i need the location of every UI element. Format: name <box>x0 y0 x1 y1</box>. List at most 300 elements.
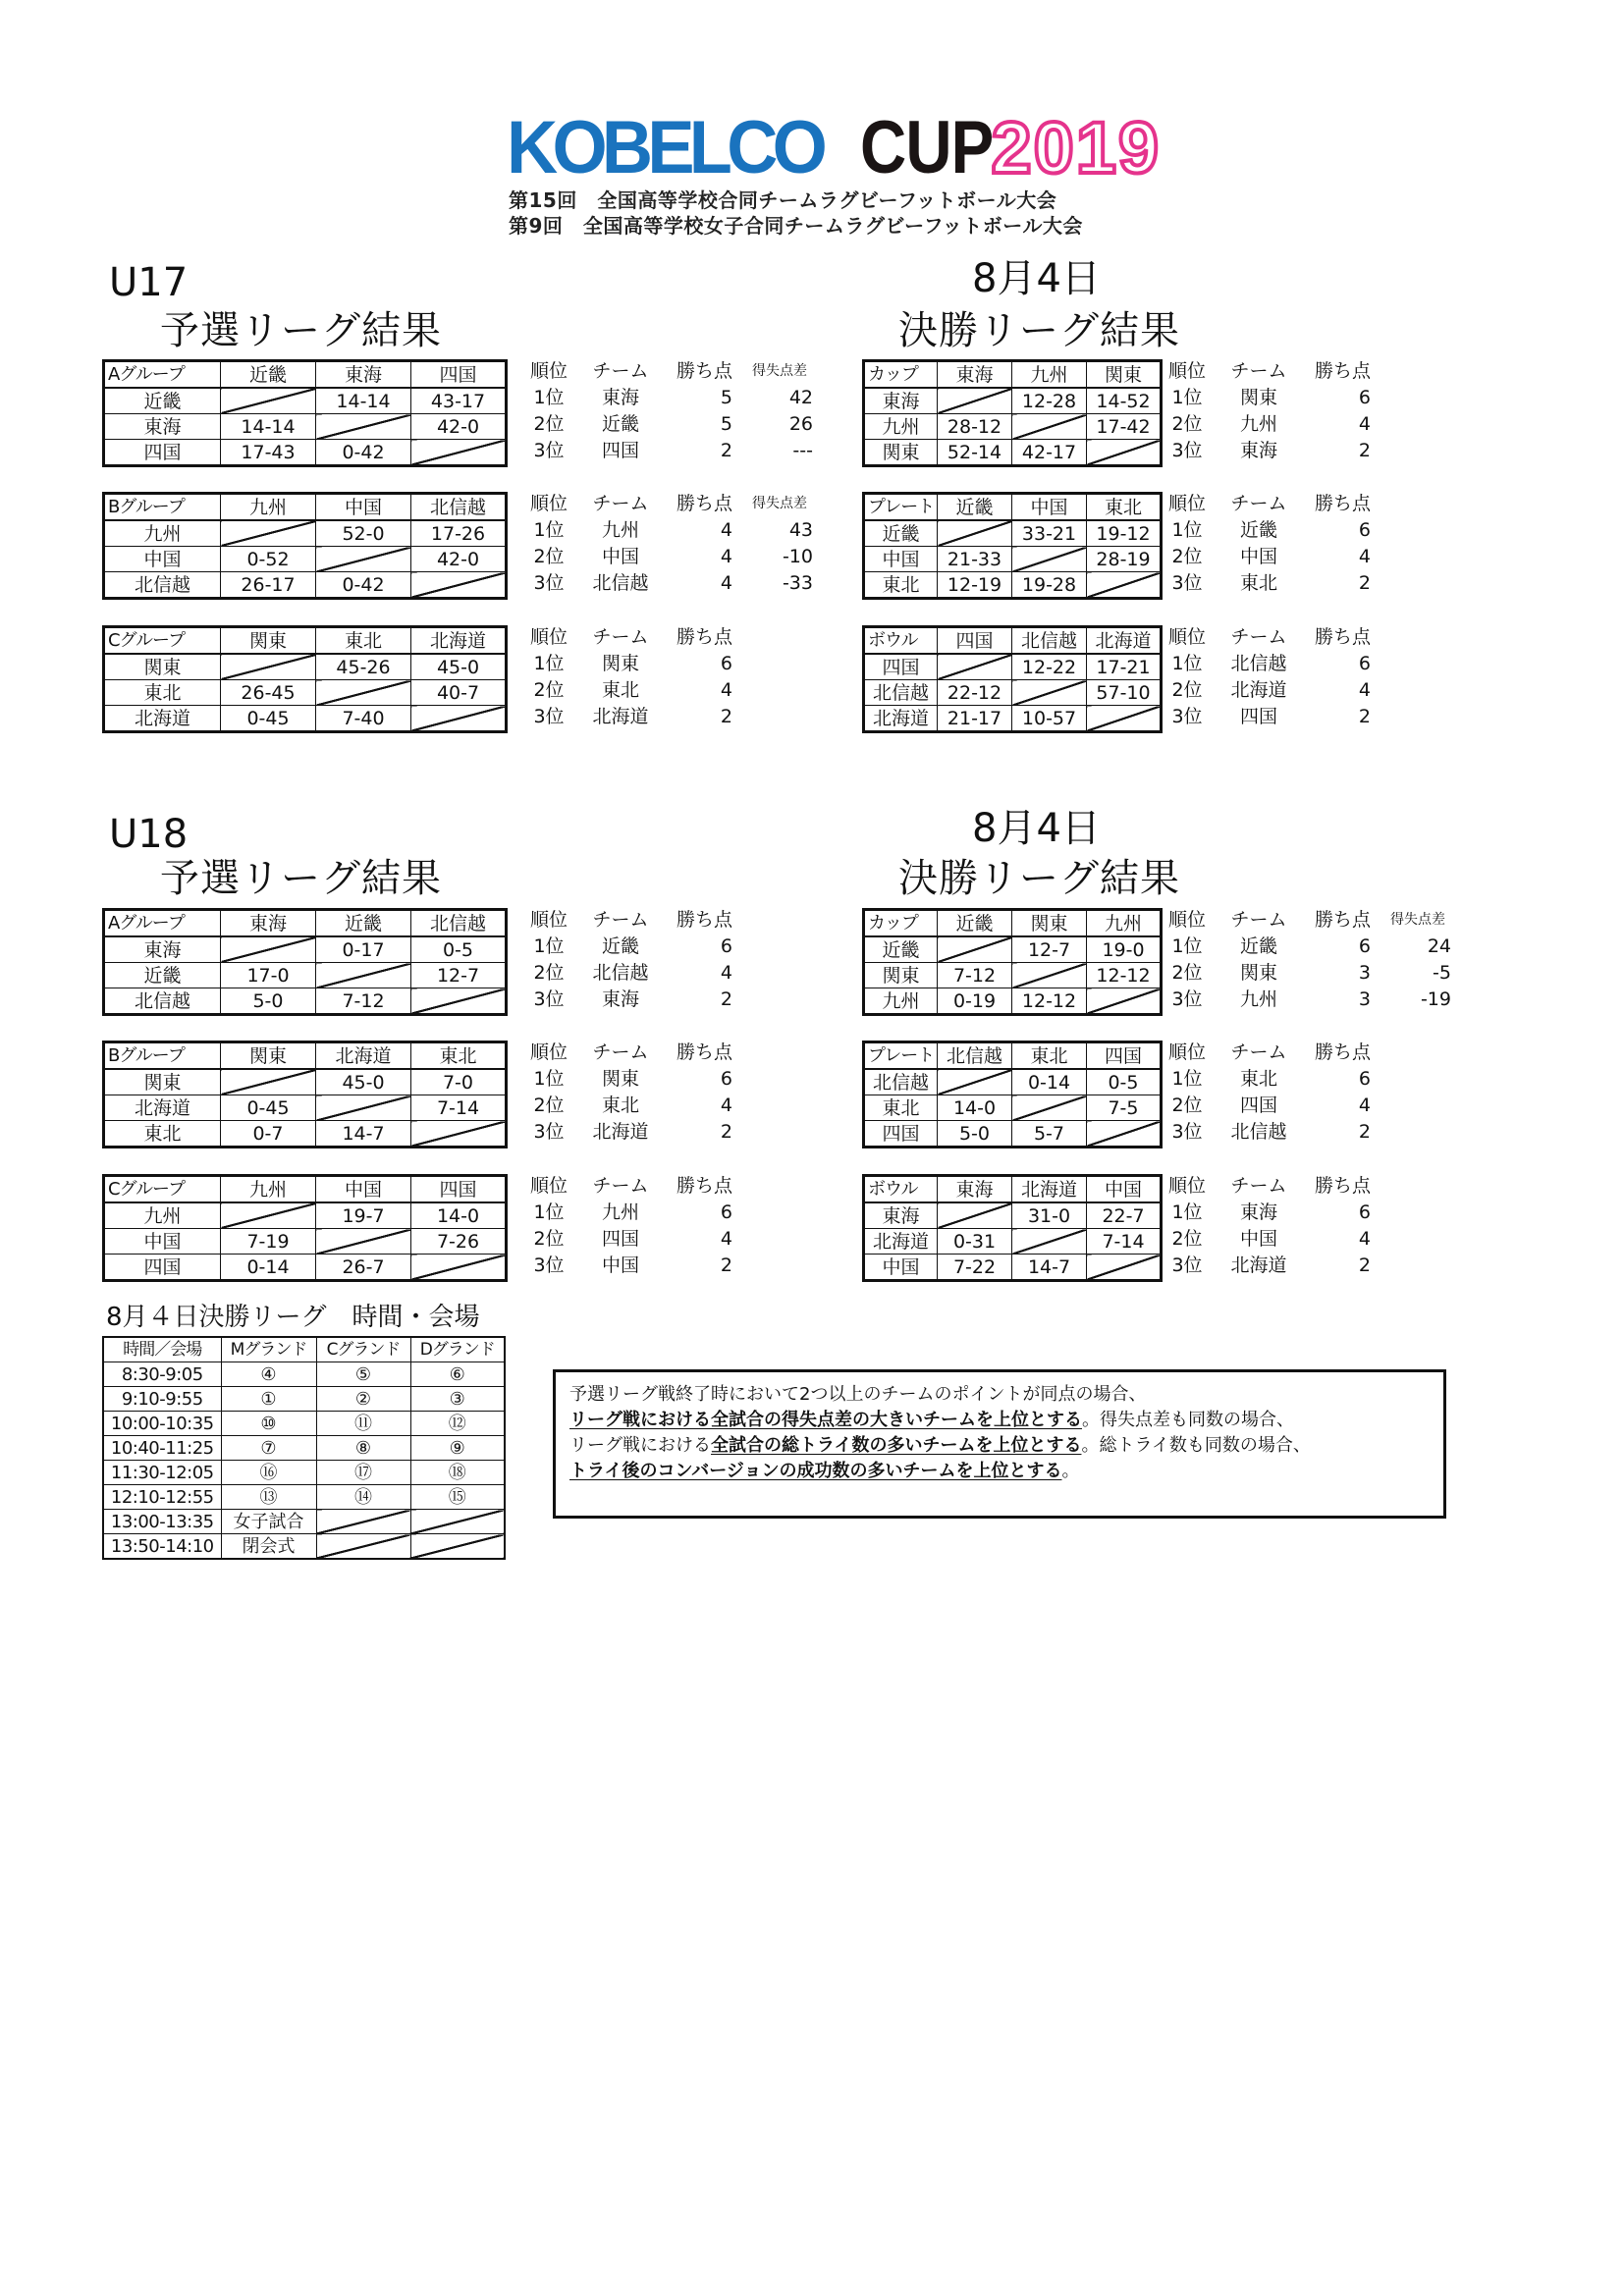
team-name: 中国 <box>104 547 221 572</box>
u18-final-date: 8月4日 <box>972 806 1101 851</box>
logo-kobelco-text: KOBELCO <box>507 106 823 189</box>
team: 近畿 <box>601 935 639 957</box>
results-grid <box>102 492 508 600</box>
points: 6 <box>720 1068 732 1090</box>
grid-row <box>104 706 507 732</box>
match-score: 7-14 <box>1087 1229 1162 1255</box>
team-name: 中国 <box>864 547 938 572</box>
self-match-diagonal <box>1087 1255 1162 1281</box>
self-match-diagonal <box>411 706 507 732</box>
points: 4 <box>1358 413 1371 435</box>
grid-row <box>864 388 1162 414</box>
team: 東北 <box>1239 572 1277 594</box>
rank: 1位 <box>1171 519 1203 541</box>
results-grid <box>102 625 508 733</box>
self-match-diagonal <box>1012 1229 1087 1255</box>
team: 中国 <box>1239 546 1277 567</box>
team: 東海 <box>1239 440 1277 461</box>
match-score: 0-42 <box>316 572 411 599</box>
results-grid <box>102 1041 508 1148</box>
team-header: チーム <box>1230 1041 1287 1063</box>
point-difference: -33 <box>782 572 813 594</box>
standings-row <box>520 960 740 987</box>
match-score: 52-14 <box>938 440 1012 466</box>
standings-header-row <box>520 1040 740 1066</box>
rank: 3位 <box>1171 440 1203 461</box>
results-grid <box>862 359 1163 467</box>
opponent-header: 近畿 <box>938 494 1012 521</box>
diff-header: 得失点差 <box>1390 912 1445 928</box>
group-name: Aグループ <box>104 910 221 937</box>
rank: 3位 <box>533 706 565 727</box>
results-grid <box>862 625 1163 733</box>
self-match-diagonal <box>411 1121 507 1148</box>
m-ground-match: ① <box>221 1387 316 1412</box>
time-slot: 9:10-9:55 <box>103 1387 221 1412</box>
match-score: 21-33 <box>938 547 1012 572</box>
standings-table <box>1159 1173 1379 1279</box>
standings-row <box>1159 1200 1379 1226</box>
u17-final-date: 8月4日 <box>972 256 1101 301</box>
grid-header-row <box>864 1042 1162 1070</box>
d-ground-match: ⑥ <box>410 1362 505 1387</box>
rank: 2位 <box>1171 679 1203 701</box>
point-difference: 43 <box>788 519 813 541</box>
match-score: 12-28 <box>1012 388 1087 414</box>
team-name: 四国 <box>864 1121 938 1148</box>
team: 北海道 <box>592 706 649 727</box>
team-header: チーム <box>1230 626 1287 648</box>
match-score: 0-14 <box>221 1255 316 1281</box>
rank-header: 順位 <box>529 1041 568 1063</box>
standings-header-row <box>1159 491 1379 517</box>
team: 四国 <box>1239 1095 1277 1116</box>
team: 北海道 <box>1230 1255 1287 1276</box>
schedule-header: Cグランド <box>316 1337 410 1362</box>
standings-row <box>520 411 813 438</box>
rank: 1位 <box>533 387 565 408</box>
grid-row <box>864 1202 1162 1229</box>
match-score: 17-42 <box>1087 414 1162 440</box>
group-name: Bグループ <box>104 494 221 521</box>
opponent-header: 中国 <box>1087 1176 1162 1203</box>
grid-row <box>104 1202 507 1229</box>
match-score: 21-17 <box>938 706 1012 732</box>
points-header: 勝ち点 <box>676 1041 732 1063</box>
grid-row <box>864 988 1162 1015</box>
rank: 3位 <box>533 572 565 594</box>
group-name: ボウル <box>864 627 938 655</box>
team: 九州 <box>1239 988 1277 1010</box>
points: 2 <box>1358 1121 1371 1143</box>
match-score: 7-26 <box>411 1229 507 1255</box>
team-header: チーム <box>592 1175 649 1197</box>
time-slot: 12:10-12:55 <box>103 1485 221 1510</box>
rank: 1位 <box>1171 387 1203 408</box>
rank: 3位 <box>533 1255 565 1276</box>
grid-row <box>104 520 507 547</box>
opponent-header: 中国 <box>1012 494 1087 521</box>
points: 4 <box>720 962 732 984</box>
self-match-diagonal <box>316 1229 411 1255</box>
match-score: 19-28 <box>1012 572 1087 599</box>
team: 中国 <box>601 546 639 567</box>
team: 関東 <box>601 1068 639 1090</box>
team: 東北 <box>601 679 639 701</box>
grid-row <box>104 547 507 572</box>
c-ground-match: ⑤ <box>316 1362 410 1387</box>
tournament-subtitle-1: 第15回 全国高等学校合同チームラグビーフットボール大会 <box>509 188 1057 212</box>
team-name: 東海 <box>864 1202 938 1229</box>
tournament-subtitle-2: 第9回 全国高等学校女子合同チームラグビーフットボール大会 <box>509 214 1083 238</box>
points-header: 勝ち点 <box>676 626 732 648</box>
match-score: 17-26 <box>411 520 507 547</box>
match-score: 31-0 <box>1012 1202 1087 1229</box>
point-difference: 42 <box>788 387 813 408</box>
team: 北海道 <box>592 1121 649 1143</box>
team-name: 四国 <box>864 654 938 680</box>
team: 四国 <box>601 1228 639 1250</box>
m-ground-match: 女子試合 <box>221 1510 316 1534</box>
team: 九州 <box>1239 413 1277 435</box>
grid-header-row <box>104 627 507 655</box>
grid-row <box>864 547 1162 572</box>
rank: 2位 <box>533 546 565 567</box>
m-ground-match: ⑬ <box>221 1485 316 1510</box>
standings-table <box>1159 624 1379 730</box>
standings-row <box>1159 1119 1379 1146</box>
standings-row <box>1159 677 1379 704</box>
opponent-header: 東北 <box>411 1042 507 1070</box>
grid-row <box>864 654 1162 680</box>
points-header: 勝ち点 <box>1314 360 1371 382</box>
opponent-header: 北信越 <box>938 1042 1012 1070</box>
opponent-header: 九州 <box>221 494 316 521</box>
match-score: 7-12 <box>938 963 1012 988</box>
note-line-2: リーグ戦における全試合の得失点差の大きいチームを上位とする。得失点差も同数の場合、 <box>569 1410 1294 1430</box>
c-ground-match: ② <box>316 1387 410 1412</box>
self-match-diagonal <box>938 654 1012 680</box>
group-name: ボウル <box>864 1176 938 1203</box>
team-name: 九州 <box>104 1202 221 1229</box>
match-score: 57-10 <box>1087 680 1162 706</box>
self-match-diagonal <box>221 1202 316 1229</box>
match-score: 22-12 <box>938 680 1012 706</box>
grid-row <box>864 572 1162 599</box>
standings-row <box>520 1066 740 1093</box>
opponent-header: 九州 <box>221 1176 316 1203</box>
team-name: 北海道 <box>104 1095 221 1121</box>
self-match-diagonal <box>221 520 316 547</box>
match-score: 0-7 <box>221 1121 316 1148</box>
team-name: 北信越 <box>104 572 221 599</box>
rank: 3位 <box>1171 1255 1203 1276</box>
self-match-diagonal <box>316 414 411 440</box>
match-score: 12-12 <box>1087 963 1162 988</box>
d-ground-match: ⑫ <box>410 1412 505 1436</box>
grid-row <box>864 1069 1162 1095</box>
point-difference: -5 <box>1433 962 1451 984</box>
self-match-diagonal <box>221 936 316 963</box>
schedule-table <box>102 1336 506 1560</box>
rank: 3位 <box>533 1121 565 1143</box>
standings-row <box>1159 438 1379 464</box>
self-match-diagonal <box>316 963 411 988</box>
points: 6 <box>1358 387 1371 408</box>
team-name: 近畿 <box>104 388 221 414</box>
logo-year-text: 2019 <box>991 107 1162 188</box>
points: 2 <box>1358 706 1371 727</box>
rank-header: 順位 <box>529 909 568 931</box>
grid-header-row <box>104 910 507 937</box>
match-score: 0-45 <box>221 1095 316 1121</box>
standings-header-row <box>1159 1040 1379 1066</box>
opponent-header: 東北 <box>1012 1042 1087 1070</box>
team: 中国 <box>1239 1228 1277 1250</box>
grid-header-row <box>864 910 1162 937</box>
rank: 1位 <box>1171 653 1203 674</box>
schedule-row <box>103 1510 505 1534</box>
point-difference: -10 <box>782 546 813 567</box>
opponent-header: 四国 <box>1087 1042 1162 1070</box>
grid-header-row <box>104 1176 507 1203</box>
rank: 3位 <box>1171 1121 1203 1143</box>
u18-prelim-heading: 予選リーグ結果 <box>160 856 442 901</box>
opponent-header: 北海道 <box>316 1042 411 1070</box>
standings-row <box>520 1253 740 1279</box>
self-match-diagonal <box>316 547 411 572</box>
standings-row <box>1159 1093 1379 1119</box>
standings-row <box>1159 1253 1379 1279</box>
standings-row <box>520 517 813 544</box>
standings-table <box>520 1040 740 1146</box>
self-match-diagonal <box>221 1069 316 1095</box>
team-name: 東北 <box>104 1121 221 1148</box>
opponent-header: 四国 <box>411 361 507 389</box>
grid-row <box>864 1095 1162 1121</box>
grid-row <box>864 706 1162 732</box>
schedule-title: 8月４日決勝リーグ 時間・会場 <box>106 1303 480 1332</box>
kobelco-cup-logo <box>507 106 1162 189</box>
schedule-row <box>103 1534 505 1560</box>
match-score: 14-0 <box>938 1095 1012 1121</box>
grid-row <box>104 1255 507 1281</box>
opponent-header: 近畿 <box>221 361 316 389</box>
standings-row <box>520 385 813 411</box>
standings-row <box>1159 1226 1379 1253</box>
no-match-diagonal <box>316 1534 410 1560</box>
rank: 1位 <box>533 1068 565 1090</box>
standings-table <box>520 624 740 730</box>
team-header: チーム <box>592 909 649 931</box>
u18-label: U18 <box>109 812 189 857</box>
no-match-diagonal <box>410 1510 505 1534</box>
opponent-header: 関東 <box>1087 361 1162 389</box>
standings-table <box>1159 907 1451 1013</box>
self-match-diagonal <box>316 680 411 706</box>
m-ground-match: 閉会式 <box>221 1534 316 1560</box>
rank-header: 順位 <box>529 626 568 648</box>
d-ground-match: ③ <box>410 1387 505 1412</box>
match-score: 52-0 <box>316 520 411 547</box>
standings-row <box>1159 960 1451 987</box>
match-score: 19-12 <box>1087 520 1162 547</box>
team: 北信越 <box>1230 653 1287 674</box>
match-score: 12-19 <box>938 572 1012 599</box>
match-score: 28-12 <box>938 414 1012 440</box>
match-score: 7-22 <box>938 1255 1012 1281</box>
rank: 1位 <box>1171 935 1203 957</box>
group-name: カップ <box>864 910 938 937</box>
team-name: 九州 <box>864 414 938 440</box>
match-score: 10-57 <box>1012 706 1087 732</box>
team-name: 近畿 <box>104 963 221 988</box>
grid-row <box>104 572 507 599</box>
team-name: 四国 <box>104 1255 221 1281</box>
standings-row <box>520 704 740 730</box>
team: 近畿 <box>1239 935 1277 957</box>
team: 中国 <box>601 1255 639 1276</box>
opponent-header: 北海道 <box>1012 1176 1087 1203</box>
self-match-diagonal <box>221 654 316 680</box>
team-name: 関東 <box>864 963 938 988</box>
team-name: 東海 <box>104 414 221 440</box>
grid-row <box>864 414 1162 440</box>
points: 4 <box>1358 679 1371 701</box>
diff-header: 得失点差 <box>752 363 807 379</box>
grid-row <box>864 1229 1162 1255</box>
match-score: 7-14 <box>411 1095 507 1121</box>
team: 関東 <box>601 653 639 674</box>
rank: 3位 <box>533 988 565 1010</box>
points-header: 勝ち点 <box>1314 1041 1371 1063</box>
self-match-diagonal <box>938 520 1012 547</box>
grid-row <box>104 440 507 466</box>
self-match-diagonal <box>411 572 507 599</box>
standings-row <box>1159 385 1379 411</box>
match-score: 28-19 <box>1087 547 1162 572</box>
team: 北海道 <box>1230 679 1287 701</box>
grid-header-row <box>104 1042 507 1070</box>
standings-header-row <box>1159 1173 1379 1200</box>
team-name: 北信越 <box>864 1069 938 1095</box>
rank: 1位 <box>533 519 565 541</box>
self-match-diagonal <box>1087 706 1162 732</box>
team-header: チーム <box>592 626 649 648</box>
grid-row <box>864 1255 1162 1281</box>
team-header: チーム <box>592 360 649 382</box>
self-match-diagonal <box>1012 414 1087 440</box>
team: 関東 <box>1239 962 1277 984</box>
rank: 1位 <box>1171 1201 1203 1223</box>
results-grid <box>102 1174 508 1282</box>
u17-label: U17 <box>109 260 189 305</box>
match-score: 26-17 <box>221 572 316 599</box>
opponent-header: 近畿 <box>316 910 411 937</box>
standings-row <box>1159 517 1379 544</box>
points: 4 <box>720 1228 732 1250</box>
tiebreak-rules-note <box>553 1369 1446 1519</box>
self-match-diagonal <box>1087 988 1162 1015</box>
match-score: 26-7 <box>316 1255 411 1281</box>
opponent-header: 九州 <box>1012 361 1087 389</box>
group-name: Aグループ <box>104 361 221 389</box>
rank: 3位 <box>533 440 565 461</box>
no-match-diagonal <box>410 1534 505 1560</box>
standings-row <box>520 677 740 704</box>
rank: 3位 <box>1171 988 1203 1010</box>
rank-header: 順位 <box>1167 493 1206 514</box>
points-header: 勝ち点 <box>1314 909 1371 931</box>
points-header: 勝ち点 <box>1314 626 1371 648</box>
self-match-diagonal <box>1087 440 1162 466</box>
grid-row <box>104 963 507 988</box>
standings-header-row <box>520 491 813 517</box>
team-name: 東北 <box>864 572 938 599</box>
match-score: 40-7 <box>411 680 507 706</box>
match-score: 17-0 <box>221 963 316 988</box>
team-name: 北信越 <box>864 680 938 706</box>
match-score: 0-31 <box>938 1229 1012 1255</box>
standings-row <box>520 1200 740 1226</box>
self-match-diagonal <box>411 1255 507 1281</box>
points: 6 <box>720 935 732 957</box>
results-grid <box>862 1174 1163 1282</box>
group-name: カップ <box>864 361 938 389</box>
points: 2 <box>1358 440 1371 461</box>
team: 東北 <box>1239 1068 1277 1090</box>
opponent-header: 関東 <box>221 1042 316 1070</box>
note-line-3: リーグ戦における全試合の総トライ数の多いチームを上位とする。総トライ数も同数の場合、 <box>569 1435 1311 1456</box>
grid-header-row <box>104 361 507 389</box>
standings-table <box>520 491 813 597</box>
rank-header: 順位 <box>1167 909 1206 931</box>
u17-final-heading: 決勝リーグ結果 <box>898 308 1180 353</box>
team-header: チーム <box>1230 360 1287 382</box>
grid-row <box>104 414 507 440</box>
points: 4 <box>720 546 732 567</box>
grid-header-row <box>104 494 507 521</box>
match-score: 7-0 <box>411 1069 507 1095</box>
rank: 2位 <box>533 962 565 984</box>
match-score: 42-0 <box>411 414 507 440</box>
match-score: 17-21 <box>1087 654 1162 680</box>
results-grid <box>862 1041 1163 1148</box>
points-header: 勝ち点 <box>1314 493 1371 514</box>
standings-header-row <box>1159 358 1379 385</box>
points: 6 <box>720 653 732 674</box>
points: 4 <box>1358 546 1371 567</box>
match-score: 14-7 <box>1012 1255 1087 1281</box>
time-slot: 8:30-9:05 <box>103 1362 221 1387</box>
self-match-diagonal <box>411 988 507 1015</box>
time-slot: 13:00-13:35 <box>103 1510 221 1534</box>
grid-row <box>864 680 1162 706</box>
logo-cup-text: CUP <box>860 106 994 189</box>
grid-row <box>104 1229 507 1255</box>
grid-row <box>864 936 1162 963</box>
c-ground-match: ⑭ <box>316 1485 410 1510</box>
standings-header-row <box>520 907 740 934</box>
rank: 2位 <box>533 413 565 435</box>
team-name: 東海 <box>864 388 938 414</box>
opponent-header: 中国 <box>316 494 411 521</box>
match-score: 17-43 <box>221 440 316 466</box>
schedule-header: Dグランド <box>410 1337 505 1362</box>
time-slot: 11:30-12:05 <box>103 1461 221 1485</box>
grid-row <box>104 1095 507 1121</box>
points-header: 勝ち点 <box>676 493 732 514</box>
